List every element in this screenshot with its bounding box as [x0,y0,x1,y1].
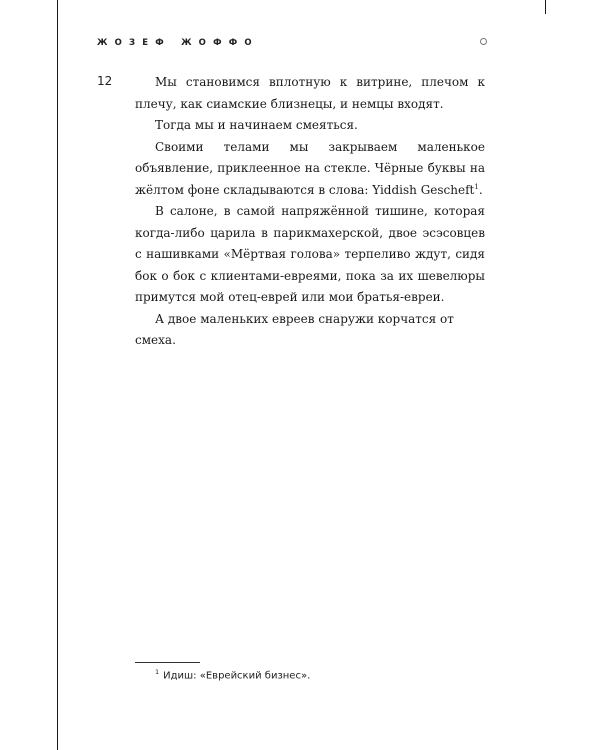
page-right-edge [545,0,546,14]
paragraph [135,137,485,202]
page-number: 12 [97,74,113,88]
footnote-text: Идиш: «Еврейский бизнес». [163,670,311,682]
footnote-mark: 1 [155,668,160,676]
paragraph: Мы становимся вплотную к витрине, плечом к плечу, как сиамские близнецы, и немцы входят. [135,75,485,111]
paragraph-text-end: . [478,182,483,197]
ornament-circle-icon [480,38,487,45]
paragraph-text: Своими телами мы закрываем маленькое объявление, приклеенное на стекле. Чёрные буквы на жёлтом фоне складываются в слова: Yiddish Gescheft [135,139,485,197]
footnote-divider [135,662,200,663]
paragraph: Тогда мы и начинаем смеяться. [155,118,358,132]
page-left-edge [57,0,58,750]
paragraph: А двое маленьких евреев снаружи корчатся от смеха. [135,311,454,347]
footnote [155,668,310,681]
body-text [135,72,485,352]
footnote-reference[interactable]: 1 [474,182,479,191]
running-head: ЖОЗЕФ ЖОФФО [97,38,259,48]
paragraph: В салоне, в самой напряжённой тишине, которая когда-либо царила в парикмахерской, двое эсэсовцев с нашивками «Мёртвая голова» терпеливо ждут, сидя бок о бок с клиентами-евреями, пока за их шевелюры примутся мой отец-еврей или мои братья-евреи. [135,204,485,304]
